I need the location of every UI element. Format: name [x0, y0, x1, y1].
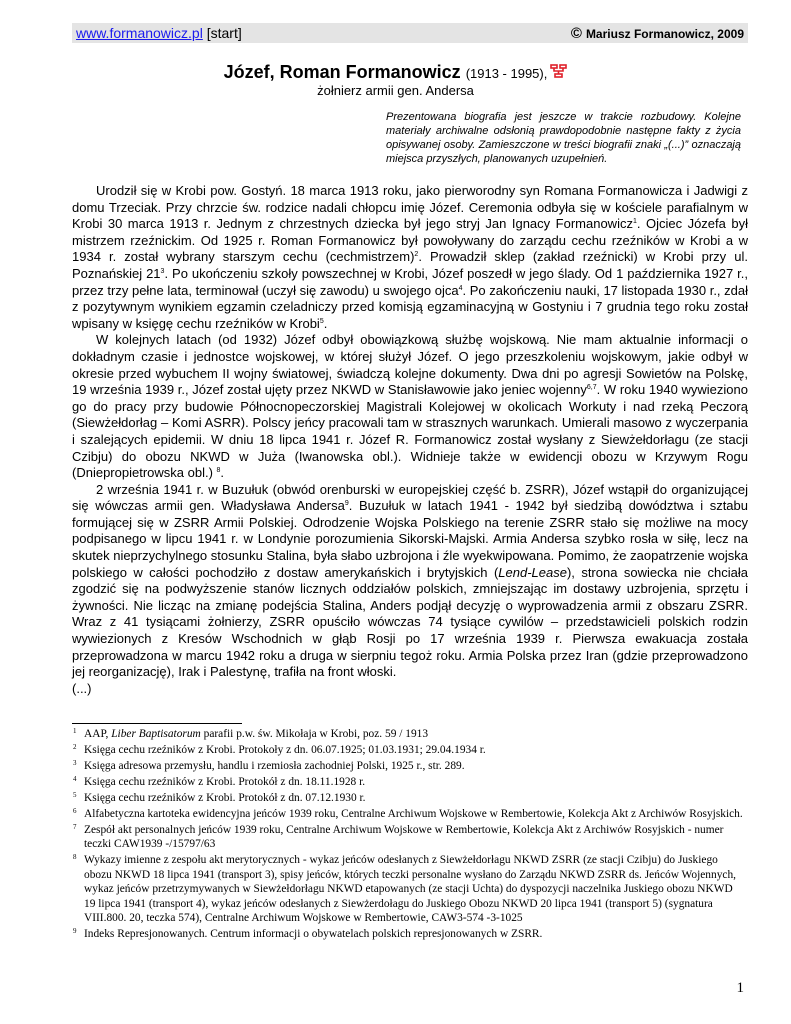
footnote — [72, 853, 744, 925]
footnote-number: 4 — [73, 775, 77, 783]
person-name: Józef, Roman Formanowicz — [223, 62, 461, 82]
footnote-ref[interactable]: 2 — [414, 251, 419, 259]
footnote-number: 3 — [73, 759, 77, 767]
footnote-number: 9 — [73, 927, 77, 936]
footnote-text: Alfabetyczna kartoteka ewidencyjna jeńców 1939 roku, Centralne Archiwum Wojskowe w Rembertowie, Kolekcja Akt z Archiwów Rosyjskich. — [84, 808, 743, 820]
biography-body — [72, 183, 748, 697]
footnote-number: 1 — [73, 727, 77, 735]
header-bar — [72, 23, 748, 43]
footnote-text: Księga cechu rzeźników z Krobi. Protokół z dn. 07.12.1930 r. — [84, 792, 366, 804]
footnote-text-rest: parafii p.w. św. Mikołaja w Krobi, poz. 59 / 1913 — [200, 728, 429, 740]
copyright-notice — [571, 25, 744, 43]
page-number: 1 — [736, 980, 744, 996]
footnote-number: 6 — [73, 807, 77, 815]
text-run: ), strona sowiecka nie chciała zgodzić się na podwyższenie stanów licznych oddziałów polskich, zmniejszając im dostawy uzbrojenia, sprzętu i żywności. Nie licząc na zmianę podejścia Stalina, Anders podjął decyzję o wyprowadzenia armii z obszaru ZSRR. Wraz z 41 tysiącami żołnierzy, ZSRR opuściło wówczas 74 tysiące cywilów – przedstawicieli polskich rodzin wywiezionych z Kresów Wschodnich w głąb Rosji po 17 września 1939 r. Pierwsza ewakuacja została przeprowadzona w marcu 1942 roku a druga w sierpniu tegoż roku. Armia Polska przez Iran (gdzie przeprowadzono jej reorganizację), Irak i Palestynę, trafiła na front włoski. — [72, 564, 748, 680]
text-run: . — [220, 465, 225, 481]
footnote-text: Księga cechu rzeźników z Krobi. Protokoły z dn. 06.07.1925; 01.03.1931; 29.04.1934 r. — [84, 744, 486, 756]
footnote-text: Zespół akt personalnych jeńców 1939 roku, Centralne Archiwum Wojskowe w Rembertowie, Kolekcja Akt z Archiwów Rosyjskich - numer teczki CAW1939 -/15797/63 — [84, 824, 724, 851]
text-run: Urodził się w Krobi pow. Gostyń. 18 marca 1913 roku, jako pierworodny syn Romana Formanowicza i Jadwigi z domu Trzeciak. Przy chrzcie św. rodzice nadali chłopcu imię Józef. Ceremonia odbyła się w kościele parafialnym w Krobi 30 marca 1913 r. Jednym z chrzestnych dziecka był jego stryj Jan Ignacy Formanowicz — [72, 183, 748, 232]
ellipsis-marker: (...) — [72, 680, 92, 696]
footnote-number: 5 — [73, 791, 77, 799]
footnote — [72, 807, 744, 821]
footnote — [72, 775, 744, 789]
copyright-text: Mariusz Formanowicz, 2009 — [585, 27, 744, 41]
footnote — [72, 727, 744, 741]
genealogy-link-icon[interactable] — [550, 62, 567, 84]
paragraph-2 — [72, 332, 748, 481]
footnote-text: AAP, — [84, 728, 112, 740]
header-left — [76, 24, 242, 42]
person-years: (1913 - 1995), — [465, 66, 548, 81]
footnote-ref[interactable]: 8 — [216, 467, 221, 475]
footnote-ref[interactable]: 9 — [344, 500, 349, 508]
text-run: . Po zakończeniu nauki, 17 listopada 1930 r., zdał z pozytywnym wynikiem egzamin czeladniczy przed komisją egzaminacyjną w Gostyniu i 7 grudnia tego roku został wpisany w księgę cechu rzeźników w Krobi — [72, 282, 749, 331]
text-run: . Buzułuk w latach 1941 - 1942 był siedzibą dowództwa i sztabu formującej się w ZSRR Armii Polskiej. Odrodzenie Wojska Polskiego na terenie ZSRR stało się możliwe na mocy podpisanego w lipcu 1941 r. w Londynie porozumienia Sikorski-Majski. Armia Andersa szybko rosła w siłę, lecz na skutek nieprzychylnego stosunku Stalina, była słabo uzbrojona i źle wyekwipowana. Pomimo, że zaopatrzenie wojska polskiego w całości pochodziło z dostaw amerykańskich i brytyjskich ( — [72, 498, 749, 580]
footnote — [72, 927, 744, 941]
footnote-number: 8 — [73, 853, 77, 862]
footnote-separator — [72, 723, 242, 724]
start-link[interactable]: [start] — [202, 25, 242, 41]
footnote-italic: Liber Baptisatorum — [111, 728, 201, 740]
footnote-ref[interactable]: 5 — [319, 317, 324, 325]
text-run: 2 września 1941 r. w Buzułuk (obwód orenburski w europejskiej część b. ZSRR), Józef wstąpił do organizującej się wówczas armii gen. Władysława Andersa — [72, 481, 748, 514]
paragraph-1 — [72, 183, 748, 332]
footnote-ref[interactable]: 1 — [632, 218, 637, 226]
text-run: . Po ukończeniu szkoły powszechnej w Krobi, Józef poszedł w jego ślady. Od 1 października 1927 r., przez trzy pełne lata, terminował (uczył się zawodu) u swojego ojca — [72, 265, 748, 298]
footnote — [72, 791, 744, 805]
paragraph-3 — [72, 482, 748, 681]
editorial-note — [386, 110, 741, 166]
footnote — [72, 759, 744, 773]
footnote-number: 7 — [73, 823, 77, 831]
text-run: . Prowadził sklep (zakład rzeźnicki) w Krobi przy ul. Poznańskiej 21 — [72, 249, 748, 281]
footnote — [72, 823, 744, 852]
site-link[interactable]: www.formanowicz.pl — [76, 25, 203, 41]
footnotes-list — [72, 727, 744, 943]
footnote-text: Księga adresowa przemysłu, handlu i rzemiosła zachodniej Polski, 1925 r., str. 289. — [84, 760, 465, 772]
lend-lease-term: Lend-Lease — [498, 564, 567, 580]
text-run: . W roku 1940 wywieziono go do pracy przy budowie Północnopeczorskiej Magistrali Kolejowej w okolicach Workuty i nad rzeką Peczorą (Siewżełdorłag – Komi ASRR). Polscy jeńcy pracowali tam w strasznych warunkach. Umierali masowo z wyczerpania i szalejących epidemii. W dniu 18 lipca 1941 r. Józef R. Formanowicz został wysłany z Siewżełdorłagu (ze stacji Czibju) do obozu NKWD w Juża (Iwanowska obl.). Widnieje także w ewidencji obozu w Krzywym Rogu (Dniepropietrowska obl.) — [72, 382, 748, 481]
text-run: . — [323, 315, 328, 331]
editorial-note-text: Prezentowana biografia jest jeszcze w trakcie rozbudowy. Kolejne materiały archiwalne odsłonią prawdopodobnie następne fakty z życia opisywanej osoby. Zamieszczone w treści biografii znaki „(...)” oznaczają miejsca przyszłych, planowanych uzupełnień. — [386, 111, 741, 165]
text-run: W kolejnych latach (od 1932) Józef odbył obowiązkową służbę wojskową. Nie mam aktualnie informacji o dokładnym czasie i jednostce wojskowej, w której służył Józef. O jego przeszkoleniu wojskowym, jakie odbył w okresie przed wybuchem II wojny światowej, świadczą kolejne dokumenty. Dwa dni po agresji Sowietów na Polskę, 19 września 1939 r., Józef został ujęty przez NKWD w Stanisławowie jako jeniec wojenny — [72, 332, 748, 398]
page-title — [0, 61, 791, 85]
text-run: . Ojciec Józefa był mistrzem rzeźnickim. Od 1925 r. Roman Formanowicz był powoływany do zarządu cechu rzeźników w Krobi a w 1934 r. został wybrany starszym cechu (cechmistrzem) — [72, 216, 748, 265]
footnote-ref[interactable]: 6,7 — [586, 384, 597, 392]
footnote-ref[interactable]: 4 — [458, 284, 463, 292]
footnote — [72, 743, 744, 757]
person-subtitle: żołnierz armii gen. Andersa — [317, 83, 474, 98]
footnote-text: Księga cechu rzeźników z Krobi. Protokół z dn. 18.11.1928 r. — [84, 776, 366, 788]
copyright-symbol: © — [570, 25, 582, 42]
footnote-text: Wykazy imienne z zespołu akt merytorycznych - wykaz jeńców odesłanych z Siewżełdorłagu NKWD ZSRR (ze stacji Czibju) do Juskiego obozu NKWD 18 lipca 1941 (transport 3), spisy jeńców, których teczki personalne wysłano do Zarządu NKWD ZSRR ds. Jeńców Wojennych, wykaz jeńców przetrzymywanych w Siewżełdorłagu NKWD etapowanych (ze stacji Uchta) do dyspozycji naczelnika Juskiego obozu NKWD 19 lipca 1941 (transport 4), wykaz jeńców odesłanych z Siewżerdołagu do Juskiego Obozu NKWD 20 lipca 1941 (transport 5) (sygnatura VIII.800. 20, teczka 574), Centralne Archiwum Wojskowe w Rembertowie, CAW3-574 -3-1025 — [84, 854, 736, 925]
footnote-number: 2 — [73, 743, 77, 751]
footnote-ref[interactable]: 3 — [160, 267, 165, 275]
footnote-text: Indeks Represjonowanych. Centrum informacji o obywatelach polskich represjonowanych w ZSRR. — [84, 928, 543, 941]
